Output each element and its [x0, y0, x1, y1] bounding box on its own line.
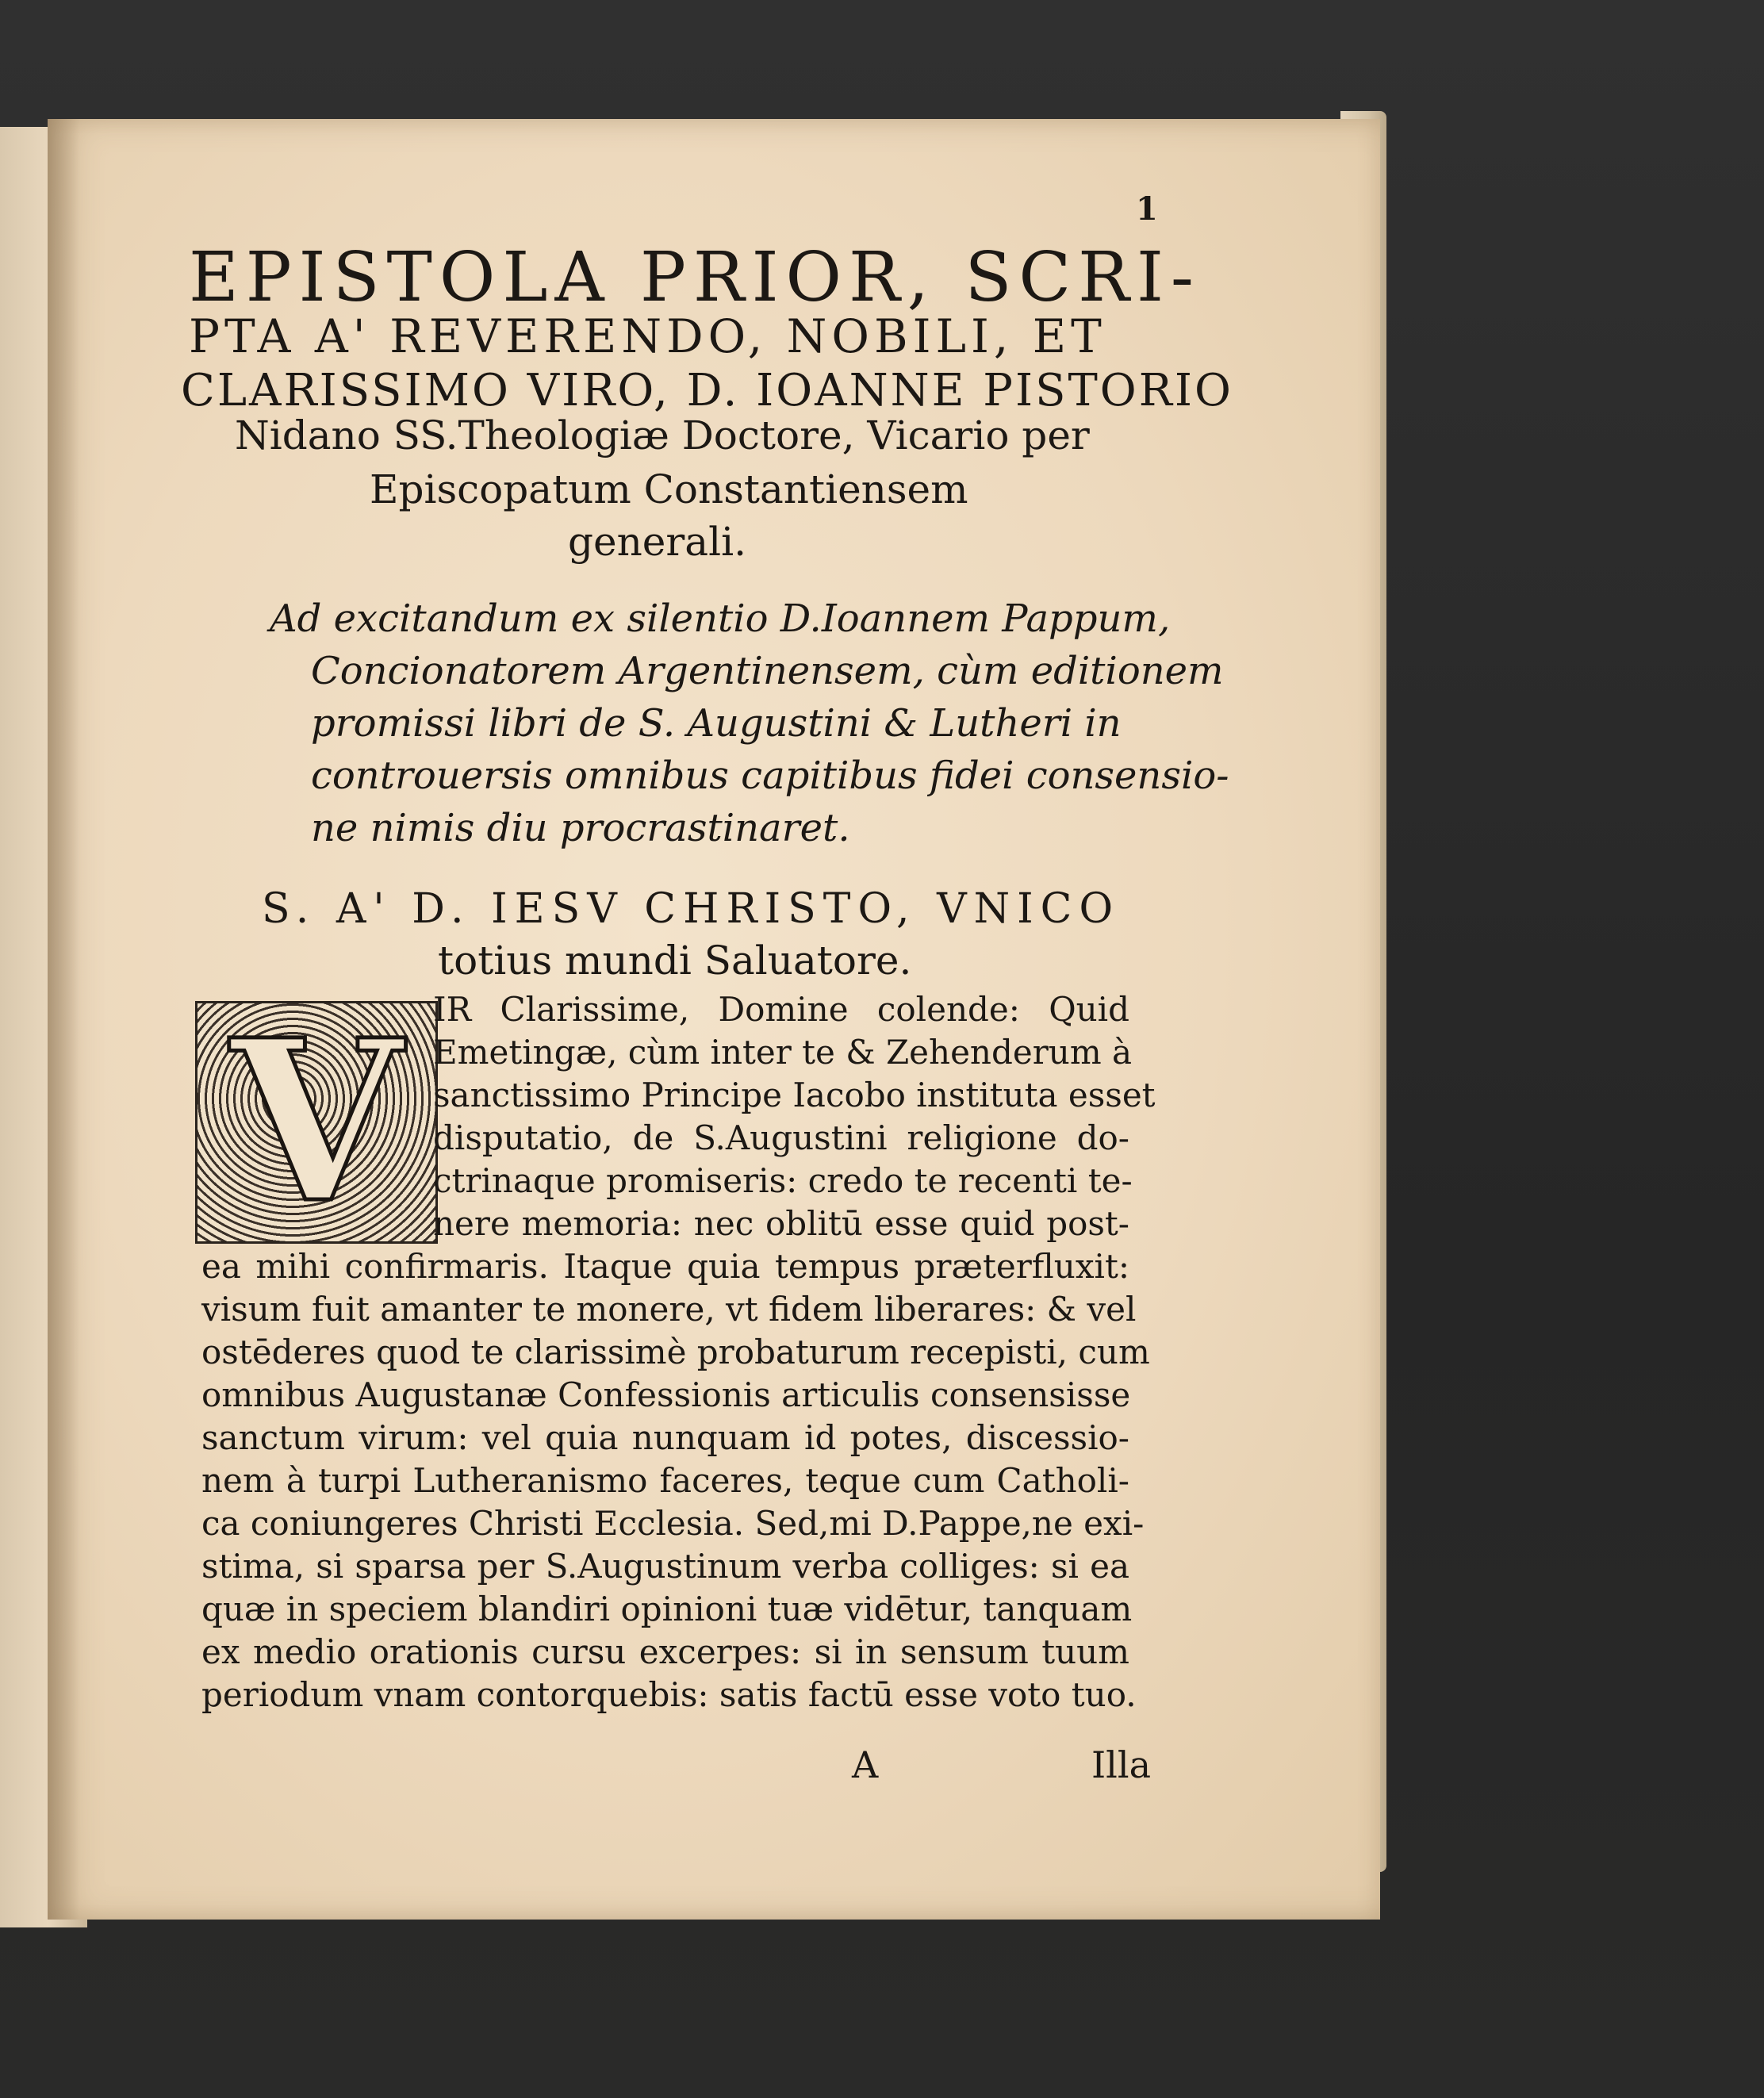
heading-line-2: PTA A' REVERENDO, NOBILI, ET [189, 309, 1106, 363]
body-line: ea mihi confirmaris. Itaque quia tempus præterfluxit: [201, 1247, 1129, 1286]
salutation-line-2: totius mundi Saluatore. [438, 938, 912, 984]
heading-line-3: CLARISSIMO VIRO, D. IOANNE PISTORIO [181, 365, 1233, 416]
italic-line-2: Concionatorem Argentinensem, cùm editionem [311, 649, 1224, 693]
heading-line-6: generali. [568, 519, 746, 565]
heading-line-4: Nidano SS.Theologiæ Doctore, Vicario per [235, 412, 1090, 458]
body-line: nere memoria: nec oblitū esse quid post- [433, 1204, 1129, 1243]
catchword: Illa [1091, 1743, 1152, 1786]
salutation-line-1: S. A' D. IESV CHRISTO, VNICO [262, 885, 1121, 933]
body-line: ex medio orationis cursu excerpes: si in sensum tuum [201, 1632, 1129, 1671]
page-number: 1 [1136, 190, 1158, 228]
gutter-shadow [48, 119, 79, 1920]
heading-line-1: EPISTOLA PRIOR, SCRI- [189, 238, 1201, 317]
body-line: sanctissimo Principe Iacobo instituta esset [433, 1076, 1156, 1114]
italic-line-3: promissi libri de S. Augustini & Lutheri in [311, 701, 1122, 746]
decorated-initial [195, 991, 438, 1252]
signature-mark: A [852, 1743, 879, 1786]
body-line: omnibus Augustanæ Confessionis articulis consensisse [201, 1375, 1131, 1414]
body-line: visum fuit amanter te monere, vt fidem liberares: & vel [201, 1290, 1137, 1329]
body-line: nem à turpi Lutheranismo faceres, teque cum Catholi- [201, 1461, 1129, 1500]
italic-line-5: ne nimis diu procrastinaret. [311, 806, 850, 850]
italic-line-1: Ad excitandum ex silentio D.Ioannem Pappum, [270, 596, 1171, 641]
body-line: sanctum virum: vel quia nunquam id potes, discessio- [201, 1418, 1129, 1457]
body-line: quæ in speciem blandiri opinioni tuæ vidētur, tanquam [201, 1590, 1133, 1628]
body-line: ostēderes quod te clarissimè probaturum recepisti, cum [201, 1333, 1150, 1371]
initial-letter: V [230, 991, 403, 1252]
italic-line-4: controuersis omnibus capitibus fidei consensio- [311, 754, 1229, 798]
body-line: periodum vnam contorquebis: satis factū esse voto tuo. [201, 1675, 1137, 1714]
body-line: ctrinaque promiseris: credo te recenti te- [433, 1161, 1133, 1200]
body-line: stima, si sparsa per S.Augustinum verba colliges: si ea [201, 1547, 1129, 1586]
body-line: disputatio, de S.Augustini religione do- [433, 1118, 1129, 1157]
body-line: IR Clarissime, Domine colende: Quid [433, 990, 1129, 1029]
body-line: Emetingæ, cùm inter te & Zehenderum à [433, 1033, 1133, 1072]
body-line: ca coniungeres Christi Ecclesia. Sed,mi D.Pappe,ne exi- [201, 1504, 1145, 1543]
heading-line-5: Episcopatum Constantiensem [370, 466, 968, 512]
